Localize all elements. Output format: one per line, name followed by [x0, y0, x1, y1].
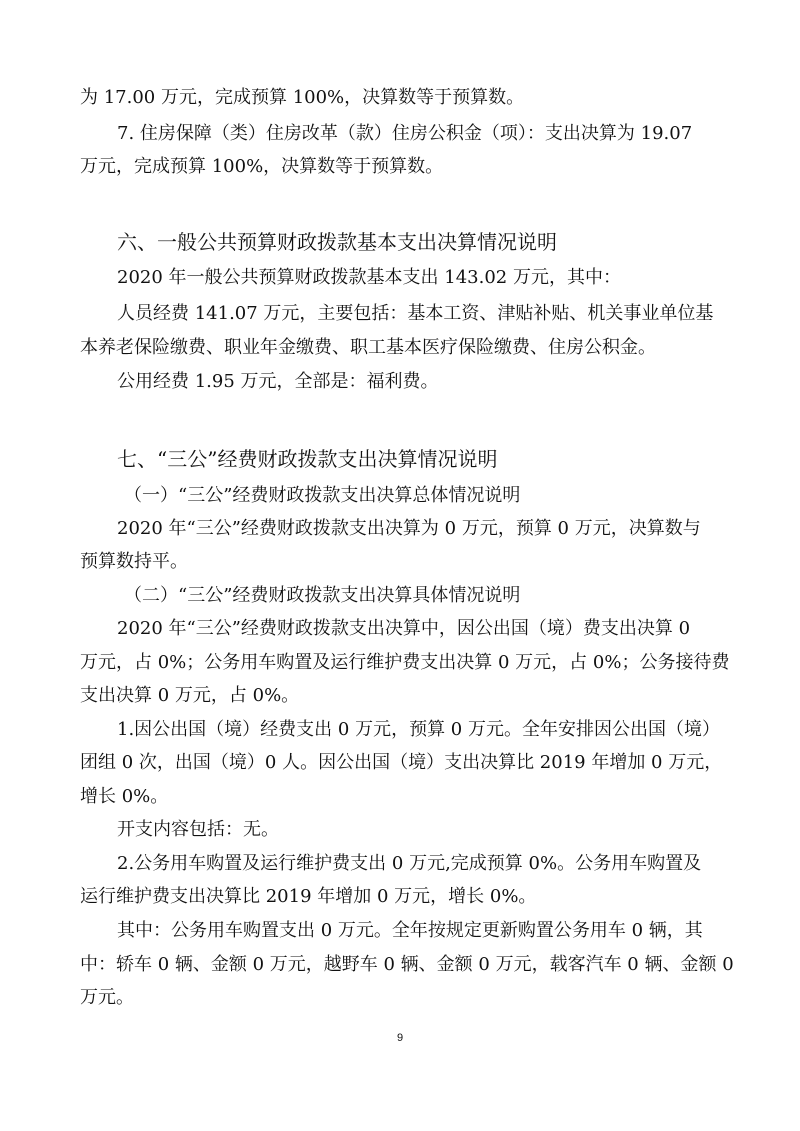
text-line: 增长 0%。 [80, 786, 169, 807]
text-line: 预算数持平。 [80, 551, 188, 572]
text-line: 2020 年“三公”经费财政拨款支出决算中，因公出国（境）费支出决算 0 [117, 618, 691, 639]
text-line: 支出决算 0 万元，占 0%。 [80, 685, 300, 706]
text-line: 万元。 [80, 987, 134, 1008]
text-line: 开支内容包括：无。 [117, 819, 279, 840]
subsection-heading: （二）“三公”经费财政拨款支出决算具体情况说明 [124, 585, 521, 606]
text-line: 万元，占 0%；公务用车购置及运行维护费支出决算 0 万元，占 0%；公务接待费 [80, 652, 730, 673]
text-line: 运行维护费支出决算比 2019 年增加 0 万元，增长 0%。 [80, 886, 537, 907]
subsection-heading: （一）“三公”经费财政拨款支出决算总体情况说明 [124, 485, 521, 506]
text-line: 为 17.00 万元，完成预算 100%，决算数等于预算数。 [80, 87, 525, 108]
text-line: 7. 住房保障（类）住房改革（款）住房公积金（项）：支出决算为 19.07 [117, 123, 693, 144]
text-line: 其中：公务用车购置支出 0 万元。全年按规定更新购置公务用车 0 辆，其 [117, 920, 703, 941]
text-line: 2020 年“三公”经费财政拨款支出决算为 0 万元，预算 0 万元，决算数与 [117, 518, 701, 539]
text-line: 2.公务用车购置及运行维护费支出 0 万元,完成预算 0%。公务用车购置及 [117, 853, 702, 874]
text-line: 本养老保险缴费、职业年金缴费、职工基本医疗保险缴费、住房公积金。 [80, 337, 656, 358]
text-line: 公用经费 1.95 万元，全部是：福利费。 [117, 371, 439, 392]
text-line: 人员经费 141.07 万元，主要包括：基本工资、津贴补贴、机关事业单位基 [117, 303, 714, 324]
text-line: 中：轿车 0 辆、金额 0 万元，越野车 0 辆、金额 0 万元，载客汽车 0 辆、金额 0 [80, 954, 734, 975]
page-number: 9 [396, 1032, 404, 1044]
text-line: 2020 年一般公共预算财政拨款基本支出 143.02 万元，其中： [117, 267, 621, 288]
text-line: 团组 0 次，出国（境）0 人。因公出国（境）支出决算比 2019 年增加 0 万元， [80, 752, 723, 773]
text-line: 1.因公出国（境）经费支出 0 万元，预算 0 万元。全年安排因公出国（境） [117, 719, 720, 740]
text-line: 万元，完成预算 100%，决算数等于预算数。 [80, 156, 444, 177]
section-heading: 六、一般公共预算财政拨款基本支出决算情况说明 [117, 230, 557, 254]
section-heading: 七、“三公”经费财政拨款支出决算情况说明 [117, 447, 498, 471]
